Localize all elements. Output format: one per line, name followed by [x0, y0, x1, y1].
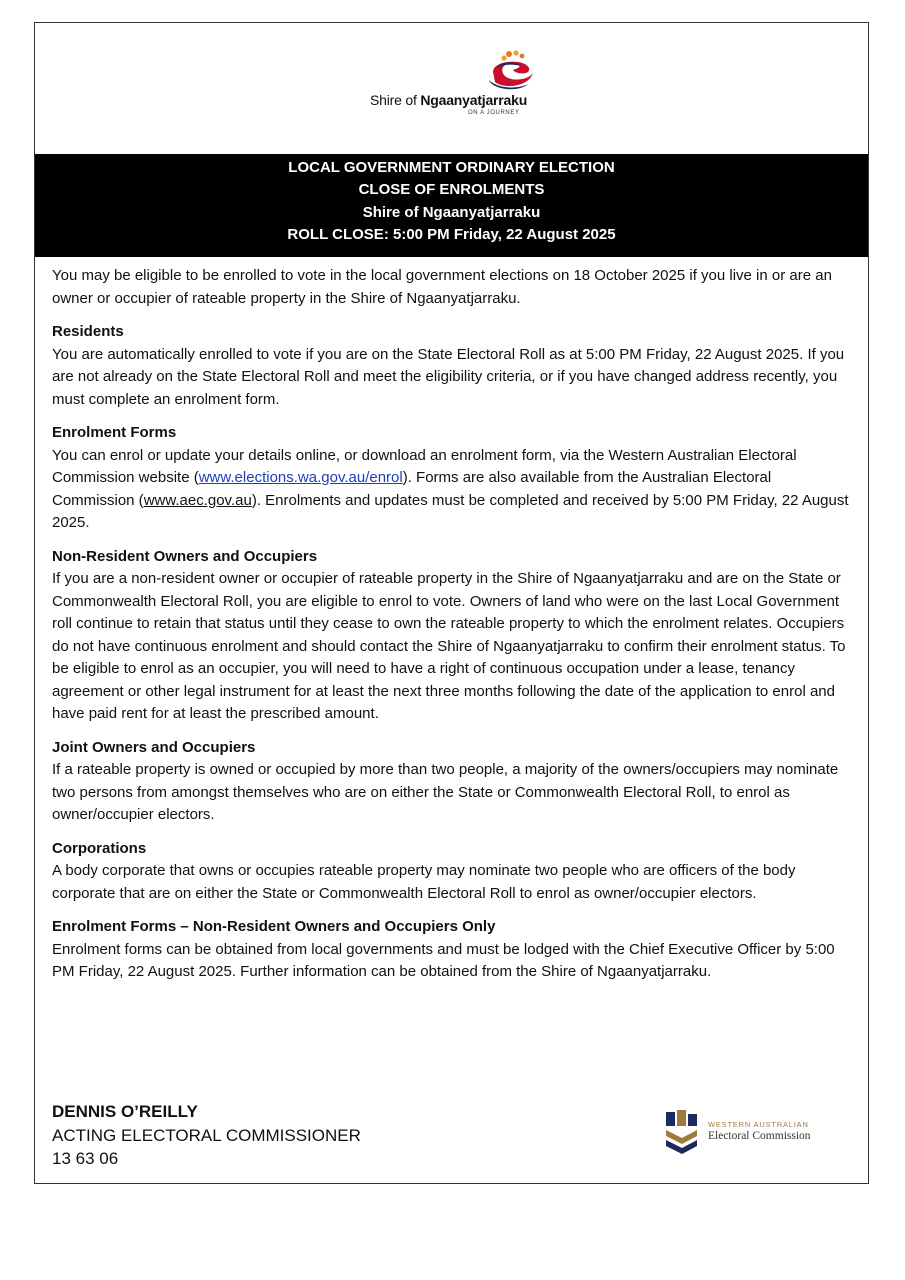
- intro-paragraph: You may be eligible to be enrolled to vote in the local government elections on 18 October 2025 if you live in or are an owner or occupier of rateable property in the Shire of Ngaanyatjarraku.: [52, 267, 832, 307]
- section-heading: Corporations: [52, 839, 147, 857]
- section-body: A body corporate that owns or occupies rateable property may nominate two people who are officers of the body corporate that are on either the State or Commonwealth Electoral Roll to enrol as owner/occupier electors.: [52, 862, 796, 902]
- waec-enrol-link[interactable]: www.elections.wa.gov.au/enrol: [198, 469, 403, 486]
- section-heading: Enrolment Forms: [52, 424, 177, 441]
- notice-body: [52, 265, 855, 995]
- section-heading: Residents: [52, 323, 124, 340]
- shire-logo-text: Shire of Ngaanyatjarraku: [370, 92, 528, 108]
- section-residents: [52, 321, 855, 411]
- signatory-title: ACTING ELECTORAL COMMISSIONER: [52, 1125, 361, 1145]
- section-heading: Enrolment Forms – Non-Resident Owners and Occupiers Only: [52, 918, 496, 935]
- section-enrolment-forms: [52, 422, 855, 535]
- section-body: You are automatically enrolled to vote if you are on the State Electoral Roll as at 5:00 PM Friday, 22 August 2025. If you are not already on the State Electoral Roll and meet the eligibility criteria, or if you have changed address recently, you must complete an enrolment form.: [52, 345, 845, 408]
- section-non-resident: [52, 546, 855, 726]
- shire-logo-tagline: ON A JOURNEY: [468, 110, 520, 116]
- section-forms-non-resident: [52, 916, 855, 984]
- title-banner: [35, 154, 868, 257]
- section-corporations: [52, 838, 855, 906]
- aec-website-text: www.aec.gov.au: [143, 491, 252, 509]
- banner-line-2: CLOSE OF ENROLMENTS: [358, 181, 545, 199]
- waec-logo: [664, 1108, 844, 1156]
- section-joint-owners: [52, 737, 855, 827]
- section-heading: Joint Owners and Occupiers: [52, 738, 256, 756]
- shire-swirl-icon: [485, 50, 537, 92]
- waec-logo-line-2: Electoral Commission: [708, 1130, 811, 1142]
- section-body: If you are a non-resident owner or occupier of rateable property in the Shire of Ngaanyatjarraku and are on the State or Commonwealth Electoral Roll, you are eligible to enrol to vote. Owners of land who were on the last Local Government roll continue to retain that status until they cease to own the rateable property to which the enrolment relates. Occupiers do not have continuous enrolment and should contact the Shire of Ngaanyatjarraku to confirm their enrolment status. To be eligible to enrol as an occupier, you will need to have a right of continuous occupation under a lease, tenancy agreement or other legal instrument for at least the next three months following the date of the application to enrol and have paid rent for at least the prescribed amount.: [52, 570, 846, 722]
- section-body: If a rateable property is owned or occupied by more than two people, a majority of the owners/occupiers may nominate two persons from amongst themselves who are on either the State or Commonwealth Electoral Roll, to enrol as owner/occupier electors.: [52, 761, 839, 823]
- banner-line-1: LOCAL GOVERNMENT ORDINARY ELECTION: [288, 159, 615, 176]
- signatory-name: DENNIS O’REILLY: [52, 1102, 198, 1121]
- waec-logo-line-1: WESTERN AUSTRALIAN: [708, 1120, 809, 1129]
- section-heading: Non-Resident Owners and Occupiers: [52, 547, 318, 565]
- waec-emblem-icon: [664, 1108, 700, 1156]
- shire-logo: [370, 50, 540, 122]
- section-body: You can enrol or update your details online, or download an enrolment form, via the Western Australian Electoral Commission website (www.elections.wa.gov.au/enrol). Forms are also available from the Australian Electoral Commission (www.aec.gov.au). Enrolments and updates must be completed and received by 5:00 PM Friday, 22 August 2025.: [52, 446, 849, 531]
- contact-phone: 13 63 06: [52, 1149, 119, 1168]
- banner-line-4: ROLL CLOSE: 5:00 PM Friday, 22 August 2025: [287, 226, 616, 244]
- banner-line-3: Shire of Ngaanyatjarraku: [362, 203, 541, 221]
- section-body: Enrolment forms can be obtained from local governments and must be lodged with the Chief Executive Officer by 5:00 PM Friday, 22 August 2025. Further information can be obtained from the Shire of Ngaanyatjarraku.: [52, 940, 835, 980]
- signature-block: [52, 1100, 361, 1171]
